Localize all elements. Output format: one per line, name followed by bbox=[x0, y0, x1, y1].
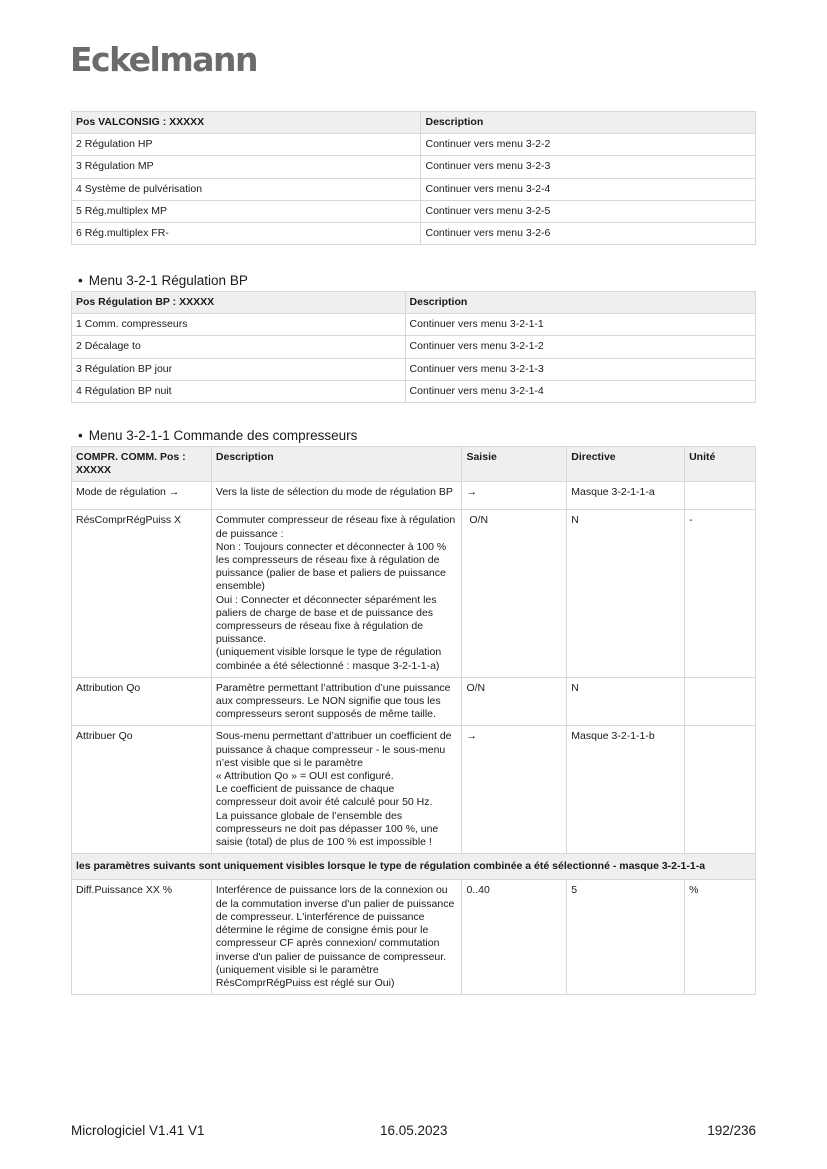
table-row bbox=[72, 223, 756, 245]
cell-saisie: → bbox=[462, 482, 567, 510]
table-row bbox=[72, 880, 756, 995]
table-header-row bbox=[72, 447, 756, 482]
table-row bbox=[72, 677, 756, 726]
section-title: Menu 3-2-1 Régulation BP bbox=[88, 273, 248, 288]
table-row bbox=[72, 358, 756, 380]
cell-pos: RésComprRégPuiss X bbox=[72, 510, 212, 677]
cell-pos: 2 Décalage to bbox=[72, 336, 406, 358]
cell-pos: 5 Rég.multiplex MP bbox=[72, 200, 421, 222]
cell-saisie: → bbox=[462, 726, 567, 854]
column-header: Directive bbox=[567, 447, 685, 482]
cell-description: Sous-menu permettant d’attribuer un coefficient de puissance à chaque compresseur - le sous-menu n’est visible que si le paramètre « Attribution Qo » = OUI est configuré. Le coefficient de puissance de chaque compresseur doit avoir été calculé pour 50 Hz. La puissance globale de l’ensemble des compresseurs ne doit pas dépasser 100 %, une saisie (total) de plus de 100 % est impossible ! bbox=[211, 726, 462, 854]
bullet-icon: • bbox=[78, 428, 83, 443]
regulation-bp-table bbox=[71, 291, 756, 403]
footer-page-number: 192/236 bbox=[707, 1123, 756, 1138]
cell-description: Continuer vers menu 3-2-5 bbox=[421, 200, 756, 222]
column-header: Pos VALCONSIG : XXXXX bbox=[72, 112, 421, 134]
column-header: Description bbox=[421, 112, 756, 134]
cell-directive: N bbox=[567, 510, 685, 677]
note-text: les paramètres suivants sont uniquement visibles lorsque le type de régulation combinée a été sélectionné - masque 3-2-1-1-a bbox=[72, 854, 756, 880]
cell-description: Continuer vers menu 3-2-1-2 bbox=[405, 336, 755, 358]
cell-description: Continuer vers menu 3-2-1-3 bbox=[405, 358, 755, 380]
section-title: Menu 3-2-1-1 Commande des compresseurs bbox=[88, 428, 358, 443]
cell-pos: 6 Rég.multiplex FR- bbox=[72, 223, 421, 245]
table-row bbox=[72, 178, 756, 200]
cell-unite: - bbox=[685, 510, 756, 677]
table-header-row bbox=[72, 112, 756, 134]
cell-saisie: O/N bbox=[462, 510, 567, 677]
cell-pos: Attribuer Qo bbox=[72, 726, 212, 854]
cell-description: Continuer vers menu 3-2-6 bbox=[421, 223, 756, 245]
cell-unite bbox=[685, 677, 756, 726]
table-row bbox=[72, 200, 756, 222]
cell-description: Interférence de puissance lors de la connexion ou de la commutation inverse d'un palier de puissance de compresseur. L'interférence de puissance détermine le régime de consigne émis pour le compresseur CF après connexion/ commutation inverse d'un palier de puissance de compresseur. (uniquement visible si le paramètre RésComprRégPuiss est réglé sur Oui) bbox=[211, 880, 462, 995]
column-header: Saisie bbox=[462, 447, 567, 482]
cell-description: Paramètre permettant l’attribution d’une puissance aux compresseurs. Le NON signifie que tous les compresseurs seront supposés de même taille. bbox=[211, 677, 462, 726]
brand-logo: Eckelmann bbox=[70, 40, 257, 79]
cell-pos: 4 Régulation BP nuit bbox=[72, 380, 406, 402]
note-row bbox=[72, 854, 756, 880]
table-row bbox=[72, 380, 756, 402]
cell-pos: Diff.Puissance XX % bbox=[72, 880, 212, 995]
column-header: COMPR. COMM. Pos : XXXXX bbox=[72, 447, 212, 482]
footer-firmware: Micrologiciel V1.41 V1 bbox=[71, 1123, 205, 1138]
cell-description: Vers la liste de sélection du mode de régulation BP bbox=[211, 482, 462, 510]
table-row bbox=[72, 726, 756, 854]
column-header: Unité bbox=[685, 447, 756, 482]
section-heading-commande-compresseurs bbox=[78, 428, 357, 443]
valconsig-table bbox=[71, 111, 756, 245]
cell-saisie: 0..40 bbox=[462, 880, 567, 995]
cell-directive: Masque 3-2-1-1-a bbox=[567, 482, 685, 510]
table-row bbox=[72, 482, 756, 510]
cell-pos: 4 Système de pulvérisation bbox=[72, 178, 421, 200]
table-row bbox=[72, 510, 756, 677]
cell-description: Continuer vers menu 3-2-3 bbox=[421, 156, 756, 178]
table-row bbox=[72, 336, 756, 358]
bullet-icon: • bbox=[78, 273, 83, 288]
cell-directive: 5 bbox=[567, 880, 685, 995]
column-header: Description bbox=[211, 447, 462, 482]
cell-directive: Masque 3-2-1-1-b bbox=[567, 726, 685, 854]
column-header: Description bbox=[405, 292, 755, 314]
table-header-row bbox=[72, 292, 756, 314]
cell-directive: N bbox=[567, 677, 685, 726]
cell-pos: 3 Régulation MP bbox=[72, 156, 421, 178]
table-row bbox=[72, 156, 756, 178]
column-header: Pos Régulation BP : XXXXX bbox=[72, 292, 406, 314]
footer-date: 16.05.2023 bbox=[380, 1123, 448, 1138]
cell-pos: Attribution Qo bbox=[72, 677, 212, 726]
compresseurs-table bbox=[71, 446, 756, 995]
cell-saisie: O/N bbox=[462, 677, 567, 726]
cell-description: Continuer vers menu 3-2-2 bbox=[421, 134, 756, 156]
cell-pos: Mode de régulation → bbox=[72, 482, 212, 510]
cell-unite bbox=[685, 726, 756, 854]
cell-description: Commuter compresseur de réseau fixe à régulation de puissance : Non : Toujours connecter et déconnecter à 100 % les compresseurs de réseau fixe à régulation de puissance (palier de base et paliers de puissance ensemble) Oui : Connecter et déconnecter séparément les paliers de charge de base et de puissance des compresseurs de réseau fixe à régulation de puissance. (uniquement visible lorsque le type de régulation combinée a été sélectionné : masque 3-2-1-1-a) bbox=[211, 510, 462, 677]
table-row bbox=[72, 314, 756, 336]
cell-pos: 3 Régulation BP jour bbox=[72, 358, 406, 380]
cell-unite bbox=[685, 482, 756, 510]
section-heading-regulation-bp bbox=[78, 273, 248, 288]
cell-description: Continuer vers menu 3-2-1-4 bbox=[405, 380, 755, 402]
table-row bbox=[72, 134, 756, 156]
cell-pos: 2 Régulation HP bbox=[72, 134, 421, 156]
cell-pos: 1 Comm. compresseurs bbox=[72, 314, 406, 336]
cell-description: Continuer vers menu 3-2-1-1 bbox=[405, 314, 755, 336]
cell-unite: % bbox=[685, 880, 756, 995]
cell-description: Continuer vers menu 3-2-4 bbox=[421, 178, 756, 200]
